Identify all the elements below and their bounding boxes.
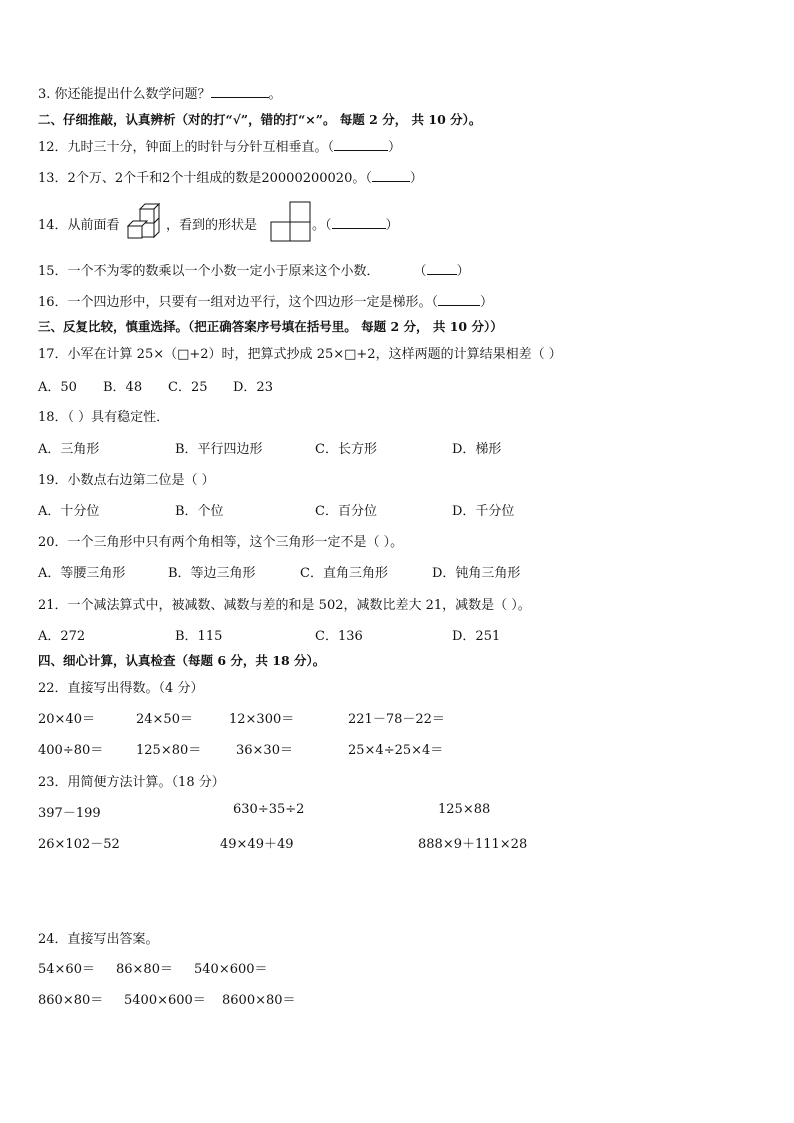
option-b[interactable]: B．等边三角形: [168, 566, 256, 581]
calc-item: 125×80＝: [136, 743, 202, 758]
calc-item: 36×30＝: [236, 743, 293, 758]
front-view-figure: [270, 201, 312, 243]
option-a[interactable]: A．等腰三角形: [38, 566, 126, 581]
answer-blank[interactable]: [211, 85, 269, 98]
calc-item: 20×40＝: [38, 712, 95, 727]
question-3: 3. 你还能提出什么数学问题？ 。: [38, 87, 282, 102]
calc-item: 54×60＝: [38, 962, 95, 977]
calc-item: 400÷80＝: [38, 743, 104, 758]
option-b[interactable]: B．115: [175, 629, 223, 644]
question-12: 12．九时三十分，钟面上的时针与分针互相垂直。（ ）: [38, 140, 402, 155]
option-a[interactable]: A．十分位: [38, 504, 100, 519]
option-a[interactable]: A．三角形: [38, 442, 100, 457]
option-a[interactable]: A．272: [38, 629, 86, 644]
calc-item: 8600×80＝: [222, 993, 296, 1008]
question-13: 13．2个万、2个千和2个十组成的数是20000200020。（ ）: [38, 171, 423, 186]
option-d[interactable]: D．钝角三角形: [432, 566, 521, 581]
calc-item: 5400×600＝: [124, 993, 206, 1008]
calc-item: 12×300＝: [229, 712, 295, 727]
option-d[interactable]: D．251: [452, 629, 501, 644]
question-21: 21．一个减法算式中，被减数、减数与差的和是 502，减数比差大 21，减数是（ ）。: [38, 598, 531, 613]
calc-item: 25×4÷25×4＝: [348, 743, 444, 758]
calc-item: 24×50＝: [136, 712, 193, 727]
calc-item: 397－199: [38, 806, 101, 821]
calc-item: 49×49＋49: [220, 837, 294, 852]
question-14-end: 。（ ）: [312, 218, 399, 233]
section-4-title: 四、细心计算，认真检查（每题 6 分，共 18 分）。: [38, 653, 326, 668]
answer-blank[interactable]: [372, 169, 410, 182]
answer-blank[interactable]: [427, 262, 457, 275]
question-24: 24．直接写出答案。: [38, 932, 159, 947]
option-b[interactable]: B．平行四边形: [175, 442, 263, 457]
section-3-title: 三、反复比较，慎重选择。（把正确答案序号填在括号里。 每题 2 分， 共 10 分））: [38, 319, 503, 334]
option-c[interactable]: C．长方形: [315, 442, 377, 457]
option-c[interactable]: C．百分位: [315, 504, 377, 519]
calc-item: 888×9＋111×28: [418, 837, 528, 852]
question-15: 15．一个不为零的数乘以一个小数一定小于原来这个小数． （ ）: [38, 264, 470, 279]
question-18: 18．（ ）具有稳定性．: [38, 410, 170, 425]
question-17: 17．小军在计算 25×（□+2）时，把算式抄成 25×□+2，这样两题的计算结果相差（ ）: [38, 347, 562, 362]
question-22: 22．直接写出得数。（4 分）: [38, 681, 204, 696]
calc-item: 26×102－52: [38, 837, 120, 852]
calc-item: 86×80＝: [116, 962, 173, 977]
answer-blank[interactable]: [334, 138, 388, 151]
calc-item: 125×88: [438, 802, 491, 817]
calc-item: 630÷35÷2: [233, 802, 305, 817]
question-14-pre: 14．从前面看: [38, 218, 120, 233]
option-a[interactable]: A．50: [38, 380, 77, 395]
cube-stack-figure: [126, 200, 164, 240]
question-23: 23．用简便方法计算。（18 分）: [38, 775, 225, 790]
calc-item: 860×80＝: [38, 993, 104, 1008]
option-b[interactable]: B．个位: [175, 504, 224, 519]
option-c[interactable]: C．直角三角形: [300, 566, 388, 581]
option-c[interactable]: C．25: [168, 380, 208, 395]
question-16: 16．一个四边形中，只要有一组对边平行，这个四边形一定是梯形。（ ）: [38, 295, 494, 310]
option-d[interactable]: D．梯形: [452, 442, 502, 457]
section-2-title: 二、仔细推敲，认真辨析（对的打“√”，错的打“×”。 每题 2 分， 共 10 分）。: [38, 112, 482, 127]
question-19: 19．小数点右边第二位是（ ）: [38, 473, 215, 488]
calc-item: 221－78－22＝: [348, 712, 445, 727]
question-20: 20．一个三角形中只有两个角相等，这个三角形一定不是（ ）。: [38, 535, 404, 550]
calc-item: 540×600＝: [194, 962, 268, 977]
option-b[interactable]: B．48: [103, 380, 143, 395]
option-c[interactable]: C．136: [315, 629, 363, 644]
question-14-mid: ，看到的形状是: [166, 218, 258, 233]
option-d[interactable]: D．千分位: [452, 504, 515, 519]
option-d[interactable]: D．23: [233, 380, 273, 395]
answer-blank[interactable]: [332, 216, 386, 229]
answer-blank[interactable]: [438, 293, 480, 306]
